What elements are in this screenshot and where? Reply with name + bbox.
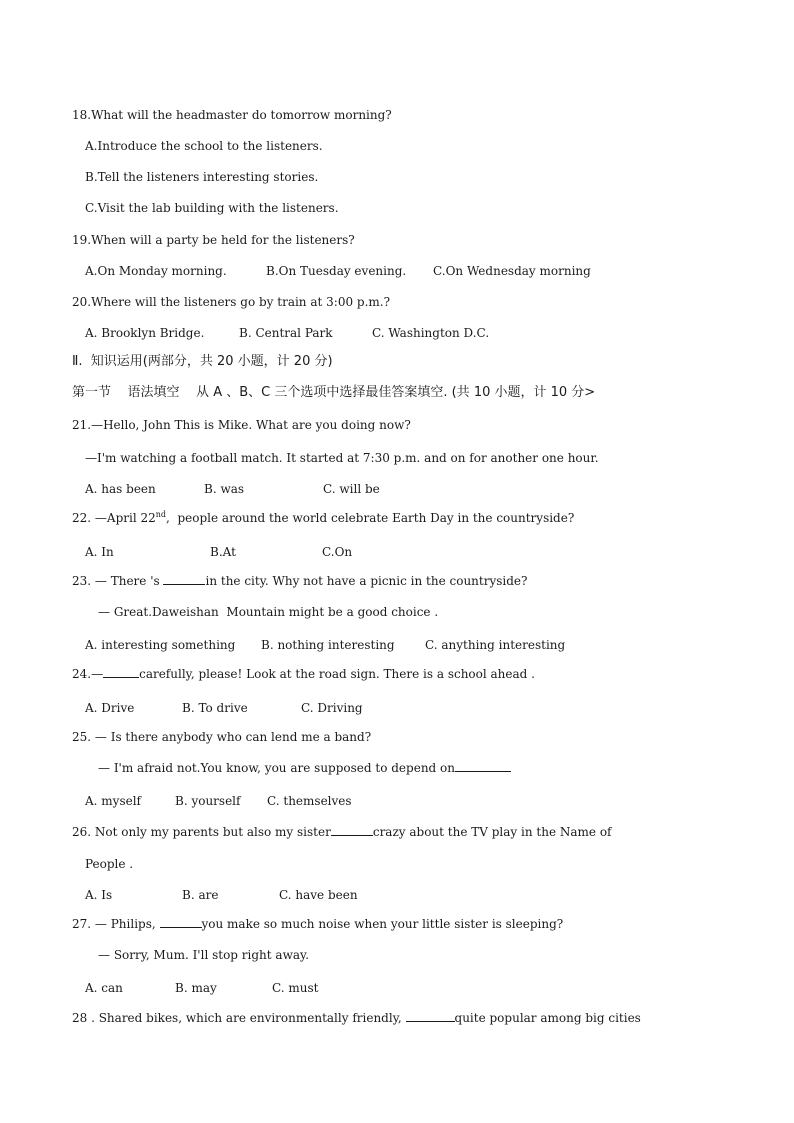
q27-options (85, 980, 318, 996)
q28-stem-start: 28 . Shared bikes, which are environmentally friendly, (72, 1011, 406, 1025)
q23-stem-rest: in the city. Why not have a picnic in the countryside? (205, 574, 528, 588)
question-26-stem-continued: People . (85, 857, 134, 871)
section-2-part-1-heading: 第一节 语法填空 从 A 、B、C 三个选项中选择最佳答案填空. (共 10 小题，计 10 分> (72, 385, 596, 400)
question-24-stem (72, 666, 535, 682)
q20-option-b: B. Central Park (239, 326, 333, 340)
q26-option-b: B. are (182, 888, 219, 902)
q22-option-b: B.At (210, 545, 236, 559)
question-21-stem: 21.—Hello, John This is Mike. What are you doing now? (72, 418, 411, 432)
question-20-stem: 20.Where will the listeners go by train at 3:00 p.m.? (72, 295, 391, 309)
q21-option-a: A. has been (85, 482, 156, 496)
question-27-stem (72, 916, 563, 932)
q18-option-b: B.Tell the listeners interesting stories. (85, 170, 319, 184)
q20-option-a: A. Brooklyn Bridge. (85, 326, 205, 340)
question-27-reply: — Sorry, Mum. I'll stop right away. (98, 948, 310, 962)
q26-options (85, 887, 358, 903)
q26-option-c: C. have been (279, 888, 358, 902)
q27-answer-blank (160, 916, 202, 928)
q18-option-c: C.Visit the lab building with the listeners. (85, 201, 339, 215)
q27-stem-rest: you make so much noise when your little sister is sleeping? (201, 917, 564, 931)
q24-answer-blank (103, 666, 139, 678)
q28-answer-blank (406, 1010, 455, 1022)
q23-answer-blank (163, 573, 205, 585)
q19-option-c: C.On Wednesday morning (433, 264, 591, 278)
q25-answer-blank (455, 760, 511, 772)
q23-option-b: B. nothing interesting (261, 638, 395, 652)
q22-stem-ordinal: nd (155, 510, 167, 519)
question-25-reply (98, 760, 511, 776)
q18-option-a: A.Introduce the school to the listeners. (85, 139, 323, 153)
q23-options (85, 637, 565, 653)
q26-stem-rest: crazy about the TV play in the Name of (372, 825, 612, 839)
q27-stem-start: 27. — Philips, (72, 917, 160, 931)
q27-option-b: B. may (175, 981, 217, 995)
q27-option-c: C. must (272, 981, 319, 995)
q21-options (85, 481, 380, 497)
q19-option-a: A.On Monday morning. (85, 264, 227, 278)
q26-answer-blank (331, 824, 373, 836)
q20-option-c: C. Washington D.C. (372, 326, 490, 340)
q22-stem-rest: , people around the world celebrate Earth Day in the countryside? (166, 511, 575, 525)
question-22-stem (72, 510, 574, 526)
q25-options (85, 793, 352, 809)
question-23-stem (72, 573, 527, 589)
q21-option-c: C. will be (323, 482, 380, 496)
question-25-stem: 25. — Is there anybody who can lend me a band? (72, 730, 372, 744)
q24-stem-rest: carefully, please! Look at the road sign. There is a school ahead . (139, 667, 535, 681)
q25-option-b: B. yourself (175, 794, 241, 808)
q24-option-c: C. Driving (301, 701, 363, 715)
q25-option-a: A. myself (85, 794, 141, 808)
q24-option-b: B. To drive (182, 701, 248, 715)
q23-option-a: A. interesting something (85, 638, 236, 652)
q24-stem-start: 24.— (72, 667, 104, 681)
q19-option-b: B.On Tuesday evening. (266, 264, 407, 278)
q23-stem-start: 23. — There 's (72, 574, 164, 588)
question-19-stem: 19.When will a party be held for the listeners? (72, 233, 355, 247)
q19-options (85, 263, 591, 279)
q22-option-c: C.On (322, 545, 353, 559)
question-26-stem (72, 824, 611, 840)
q25-option-c: C. themselves (267, 794, 352, 808)
q22-options (85, 544, 352, 560)
q23-option-c: C. anything interesting (425, 638, 566, 652)
q27-option-a: A. can (85, 981, 123, 995)
question-23-reply: — Great.Daweishan Mountain might be a good choice . (98, 605, 439, 619)
q26-option-a: A. Is (85, 888, 113, 902)
question-21-reply: —I'm watching a football match. It started at 7:30 p.m. and on for another one hour. (85, 451, 599, 465)
question-18-stem: 18.What will the headmaster do tomorrow morning? (72, 108, 392, 122)
q26-stem-start: 26. Not only my parents but also my sister (72, 825, 331, 839)
section-2-heading: Ⅱ. 知识运用(两部分，共 20 小题，计 20 分) (72, 354, 333, 369)
q25-reply-text: — I'm afraid not.You know, you are supposed to depend on (98, 761, 455, 775)
q24-option-a: A. Drive (85, 701, 135, 715)
q24-options (85, 700, 363, 716)
q22-option-a: A. In (85, 545, 114, 559)
q22-stem-date: 22. —April 22 (72, 511, 156, 525)
question-28-stem (72, 1010, 641, 1026)
q28-stem-rest: quite popular among big cities (454, 1011, 641, 1025)
q21-option-b: B. was (204, 482, 245, 496)
q20-options (85, 325, 489, 341)
